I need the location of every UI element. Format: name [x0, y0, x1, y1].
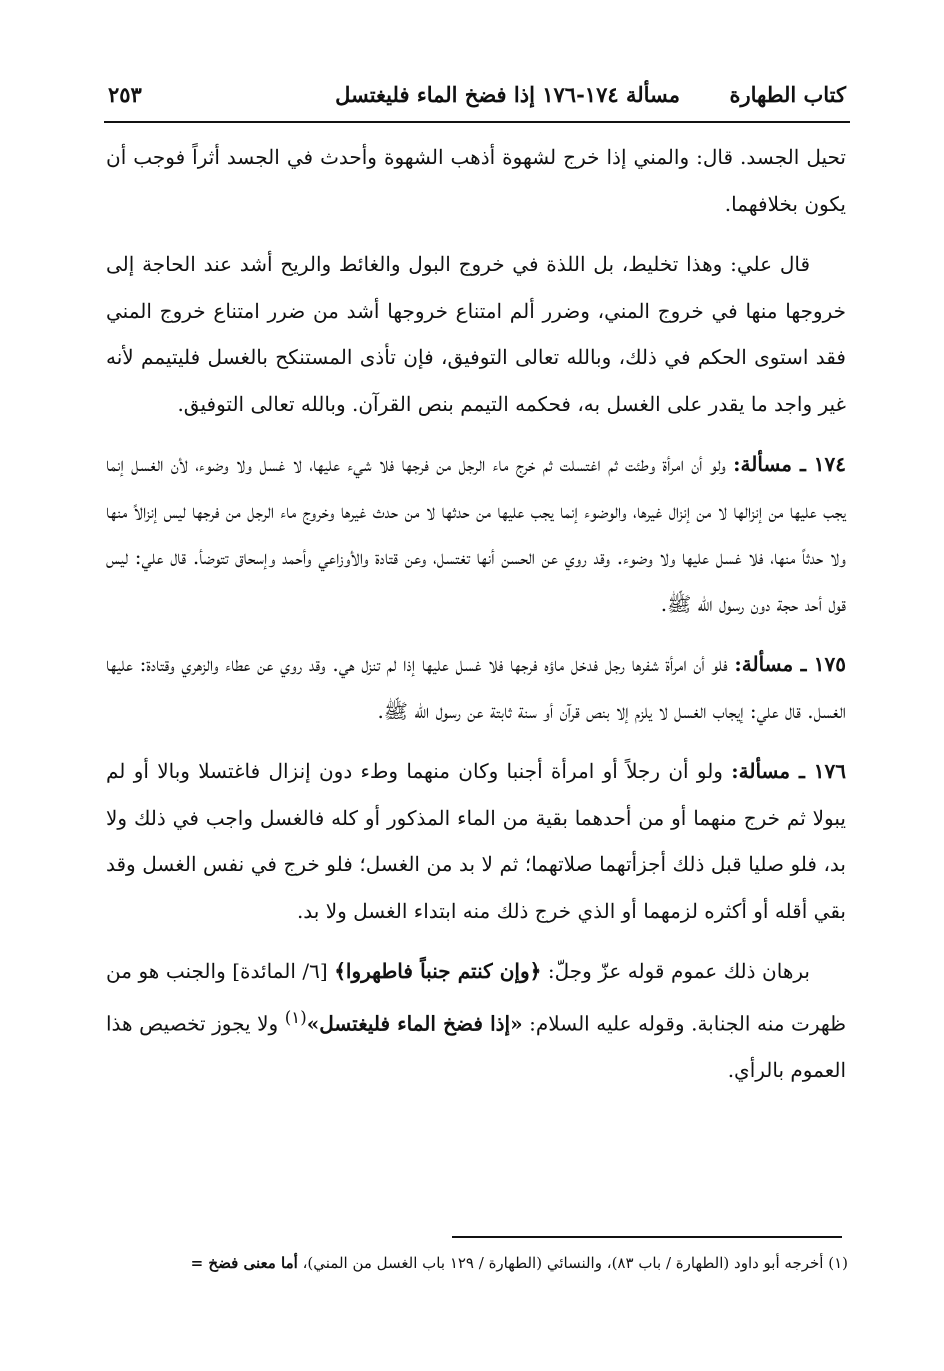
paragraph-text: تحيل الجسد. قال: والمني إذا خرج لشهوة أذهب الشهوة وأحدث في الجسد أثراً فوجب أن يكون بخلافهما. — [106, 145, 846, 216]
issue-176 — [106, 748, 846, 934]
header-divider — [104, 121, 850, 123]
paragraph-text: فلو أن امرأة شفرها رجل فدخل ماؤه فرجها فلا غسل عليها إذا لم تنزل هي. وقد روي عن عطاء والزهري وقتادة: عليها الغسل. قال علي: إيجاب الغسل لا يلزم إلا بنص قرآن أو سنة ثابتة عن رسول الله ﷺ. — [106, 652, 846, 723]
hadith-quote: «إذا فضخ الماء فليغتسل» — [306, 1011, 523, 1036]
paragraph-continuation — [106, 134, 846, 227]
footnote-divider — [452, 1236, 842, 1238]
running-header — [108, 78, 846, 118]
proof-text: [٦/ المائدة] والجنب هو من ظهرت منه الجنابة. وقوله عليه السلام: — [106, 959, 847, 1036]
paragraph-text: قال علي: وهذا تخليط، بل اللذة في خروج البول والغائط والريح أشد عند الحاجة إلى خروجها منها في خروج المني، وضرر ألم امتناع خروجها أشد من ضرر امتناع خروج المني فقد استوى الحكم في ذلك، وبالله تعالى التوفيق، فإن تأذى المستنكح بالغسل فليتيمم لأنه غير واجد ما يقدر على الغسل به، فحكمه التيمم بنص القرآن. وبالله تعالى التوفيق. — [106, 252, 846, 416]
proof-paragraph — [106, 948, 846, 1093]
proof-text: برهان ذلك عموم قوله عزّ وجلّ: — [541, 959, 810, 983]
proof-text: ولا يجوز تخصيص هذا العموم بالرأي. — [106, 1011, 846, 1082]
paragraph-ali-reply — [106, 241, 846, 427]
issue-label: ١٧٦ ـ مسألة: — [731, 759, 846, 783]
footnote-reference[interactable]: (١) — [284, 1007, 307, 1027]
paragraph-text: ولو أن رجلاً أو امرأة أجنبا وكان منهما وطء دون إنزال فاغتسلا وبالا أو لم يبولا ثم خرج منهما أو من أحدهما بقية من الماء المذكور أو كله فالغسل واجب في ذلك ولا بد، فلو صليا قبل ذلك أجزأتهما صلاتهما؛ ثم لا بد من الغسل؛ فلو خرج في نفس الغسل وقد بقي أقله أو أكثره لزمهما أو الذي خرج ذلك منه ابتداء الغسل ولا بد. — [106, 759, 846, 923]
paragraph-text: ولو أن امرأة وطئت ثم اغتسلت ثم خرج ماء الرجل من فرجها فلا شيء عليها، لا غسل ولا وضوء، لأن الغسل إنما يجب عليها من إنزالها لا من إنزال غيرها، والوضوء إنما يجب عليها من حدثها لا من حدث غيرها وخروج ماء الرجل من فرجها ليس إنزالاً منها ولا حدثاً منها، فلا غسل عليها ولا وضوء. وقد روي عن الحسن أنها تغتسل، وعن قتادة والأوزاعي وأحمد وإسحاق تتوضأ. قال علي: ليس قول أحد حجة دون رسول الله ﷺ. — [106, 452, 847, 616]
issue-label: ١٧٥ ـ مسألة: — [734, 652, 846, 676]
main-text — [106, 134, 846, 1107]
footnote-text: (١) أخرجه أبو داود (الطهارة / باب ٨٣)، والنسائي (الطهارة / ١٢٩ باب الغسل من المني)، أما معنى فضخ = — [190, 1254, 848, 1272]
page-number: ٢٥٣ — [108, 82, 142, 107]
footnote-bold-tail: أما معنى فضخ = — [190, 1254, 298, 1272]
issue-175 — [106, 641, 846, 734]
book-title: كتاب الطهارة — [729, 82, 846, 107]
section-title: مسألة ١٧٤-١٧٦ إذا فضخ الماء فليغتسل — [335, 82, 680, 107]
quran-verse: ﴿وإن كنتم جنباً فاطهروا﴾ — [334, 959, 542, 983]
footnote — [92, 1250, 848, 1276]
issue-label: ١٧٤ ـ مسألة: — [733, 452, 847, 476]
issue-174 — [106, 441, 846, 627]
